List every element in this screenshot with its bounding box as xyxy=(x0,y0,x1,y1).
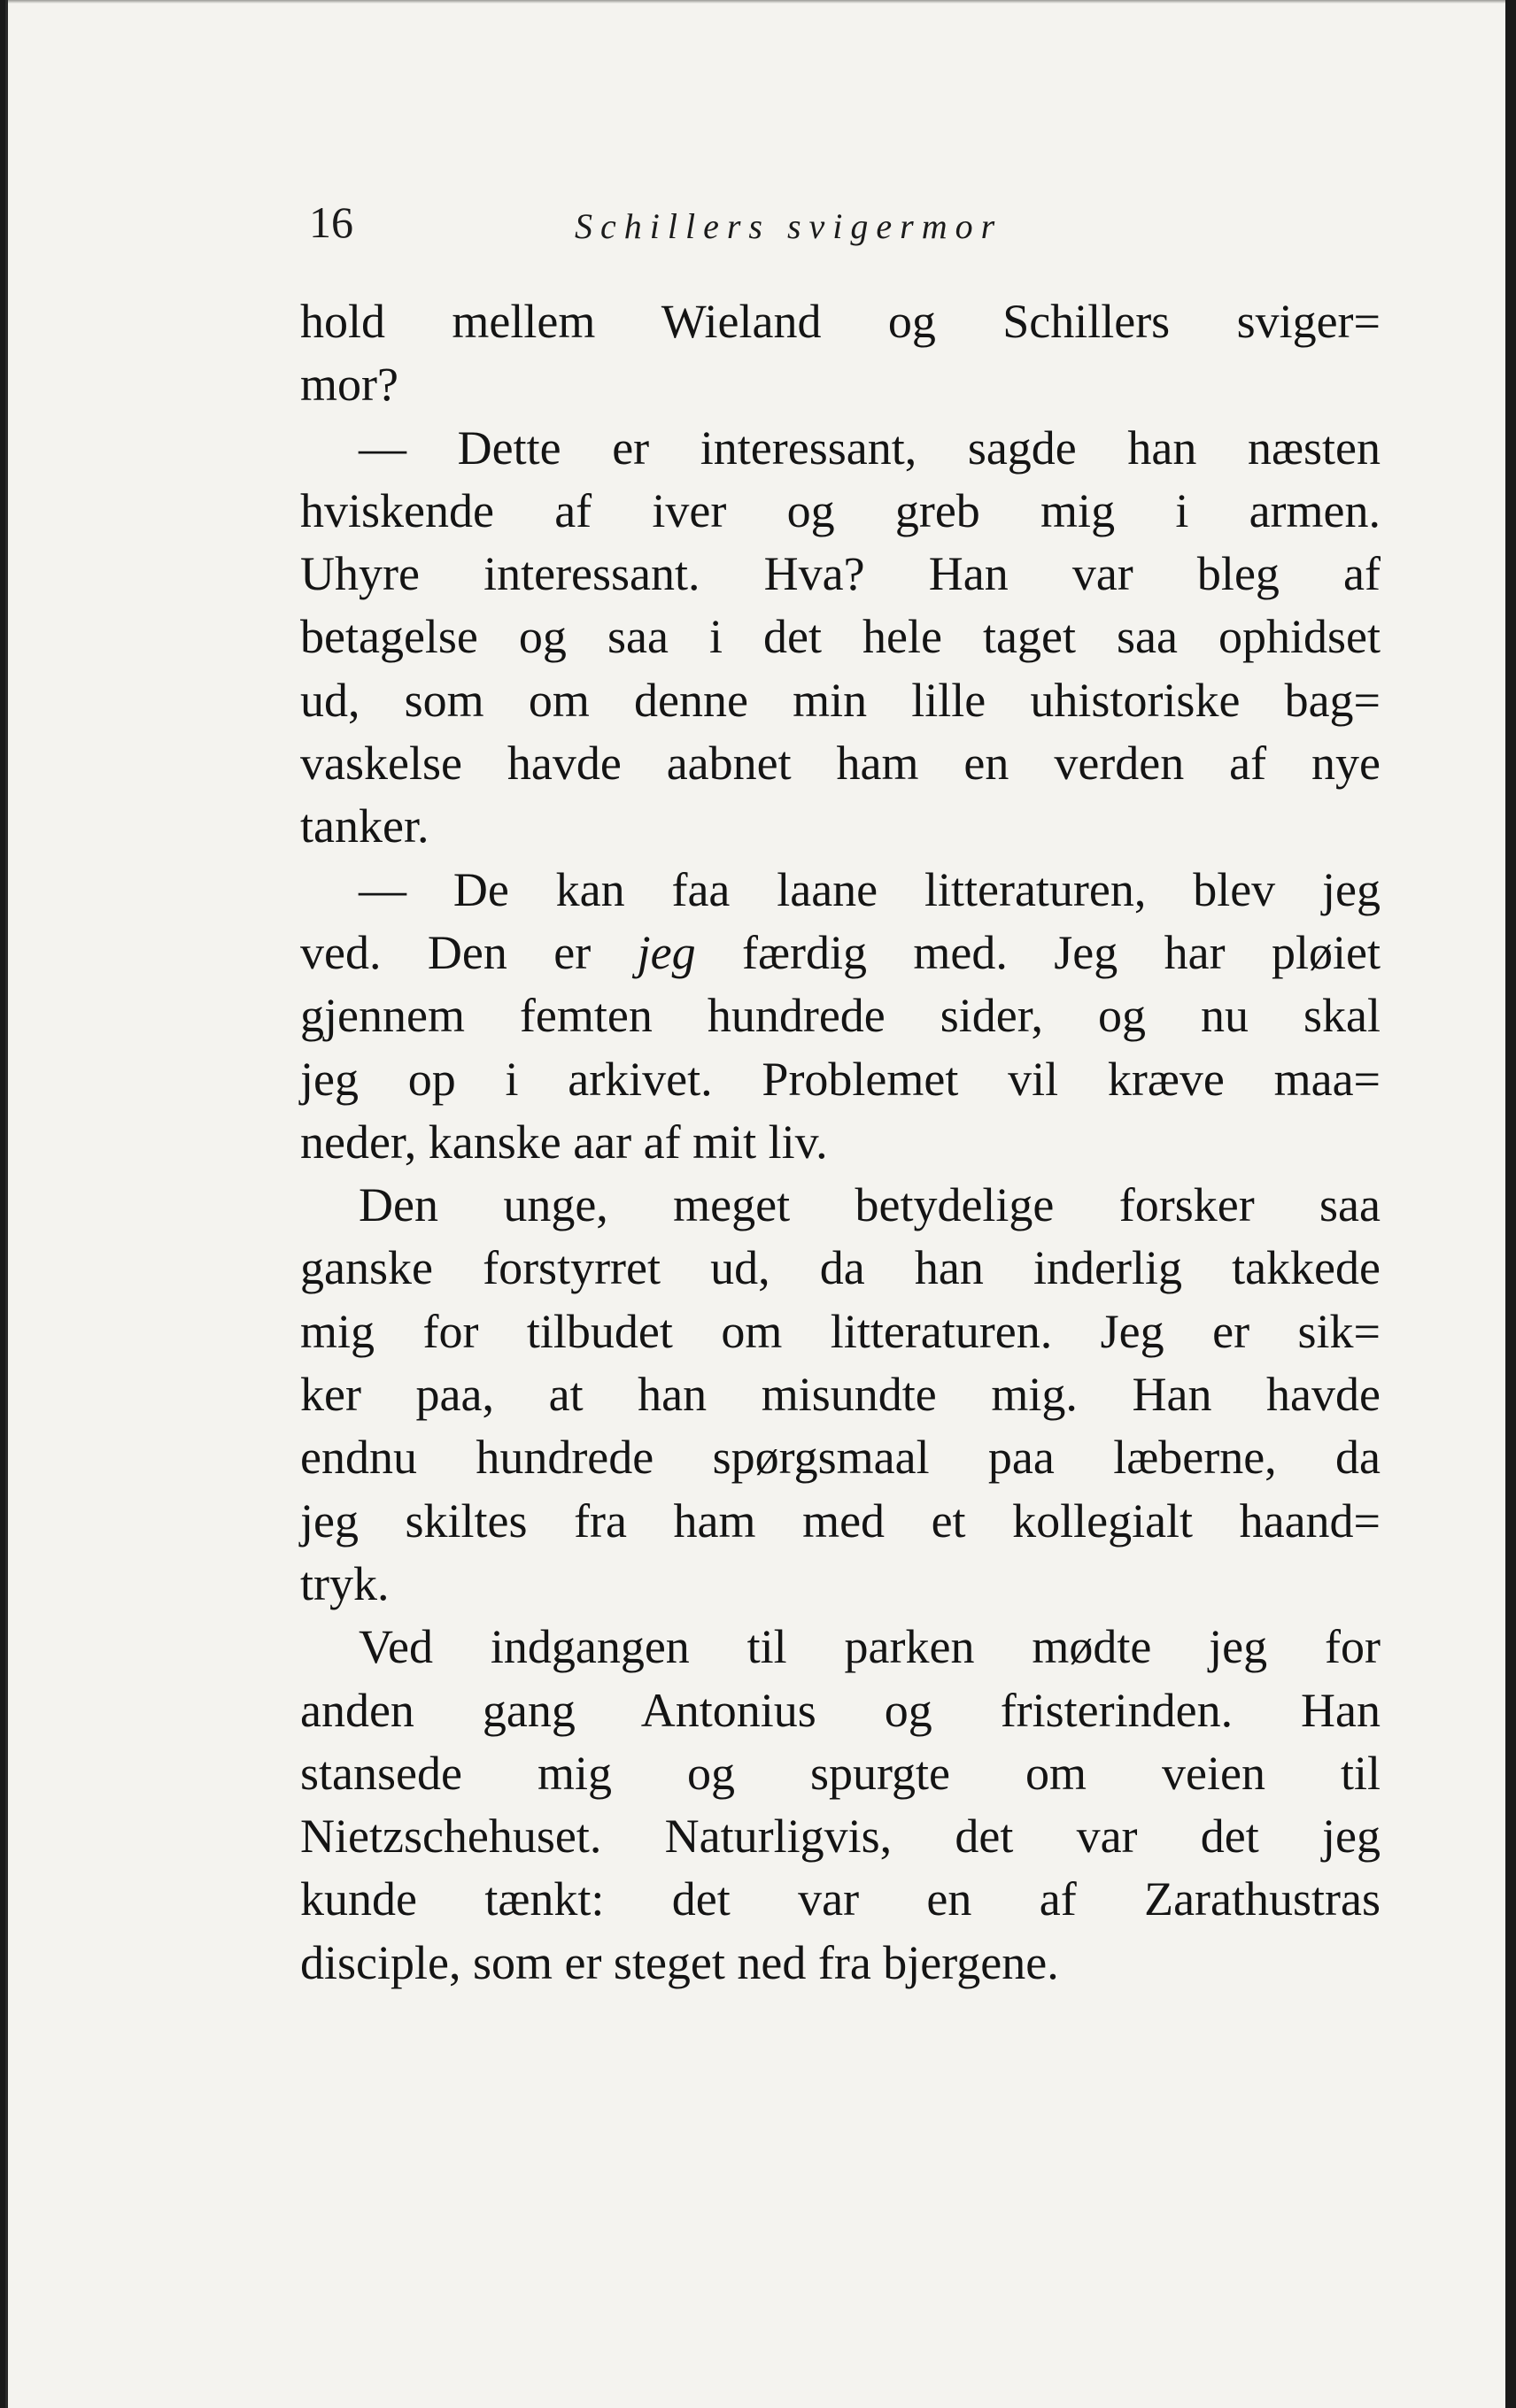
page-top-edge xyxy=(8,0,1505,4)
text-line: tryk. xyxy=(300,1556,390,1610)
page-number: 16 xyxy=(309,197,353,247)
text-line: hviskende af iver og greb mig i armen. xyxy=(300,483,1381,537)
text-line: ker paa, at han misundte mig. Han havde xyxy=(300,1368,1381,1422)
book-page xyxy=(5,0,1505,2408)
text-line: Den unge, meget betydelige forsker saa xyxy=(359,1178,1381,1232)
text-line: Ved indgangen til parken mødte jeg for xyxy=(359,1620,1381,1674)
text-line: mor? xyxy=(300,358,398,412)
text-line: betagelse og saa i det hele taget saa ophidset xyxy=(300,610,1381,664)
text-line: ud, som om denne min lille uhistoriske bag= xyxy=(300,673,1381,727)
text-line: anden gang Antonius og fristerinden. Han xyxy=(300,1683,1381,1737)
text-run: ved. Den er xyxy=(300,925,638,979)
text-line: — Dette er interessant, sagde han næsten xyxy=(359,421,1381,475)
text-line: — De kan faa laane litteraturen, blev jeg xyxy=(359,862,1381,916)
text-line-with-italic xyxy=(300,922,1381,984)
page-header xyxy=(309,197,1124,259)
text-line: endnu hundrede spørgsmaal paa læberne, da xyxy=(300,1431,1381,1485)
page-body xyxy=(300,290,1381,1995)
text-line: jeg skiltes fra ham med et kollegialt haand= xyxy=(300,1493,1381,1547)
text-line: tanker. xyxy=(300,799,429,853)
text-line: disciple, som er steget ned fra bjergene. xyxy=(300,1935,1059,1989)
text-line: Uhyre interessant. Hva? Han var bleg af xyxy=(300,547,1381,601)
text-line: Nietzschehuset. Naturligvis, det var det jeg xyxy=(300,1810,1381,1864)
text-line: vaskelse havde aabnet ham en verden af nye xyxy=(300,737,1381,791)
text-line: mig for tilbudet om litteraturen. Jeg er sik= xyxy=(300,1304,1381,1358)
text-line: neder, kanske aar af mit liv. xyxy=(300,1115,828,1169)
text-line: gjennem femten hundrede sider, og nu skal xyxy=(300,989,1381,1043)
text-line: jeg op i arkivet. Problemet vil kræve maa= xyxy=(300,1052,1381,1106)
italic-word: jeg xyxy=(637,925,696,979)
running-title: Schillers svigermor xyxy=(575,206,1003,246)
text-line: hold mellem Wieland og Schillers sviger= xyxy=(300,295,1381,348)
text-line: kunde tænkt: det var en af Zarathustras xyxy=(300,1872,1381,1926)
text-run: færdig med. Jeg har pløiet xyxy=(695,925,1381,979)
text-line: stansede mig og spurgte om veien til xyxy=(300,1746,1381,1800)
text-line: ganske forstyrret ud, da han inderlig takkede xyxy=(300,1241,1381,1295)
